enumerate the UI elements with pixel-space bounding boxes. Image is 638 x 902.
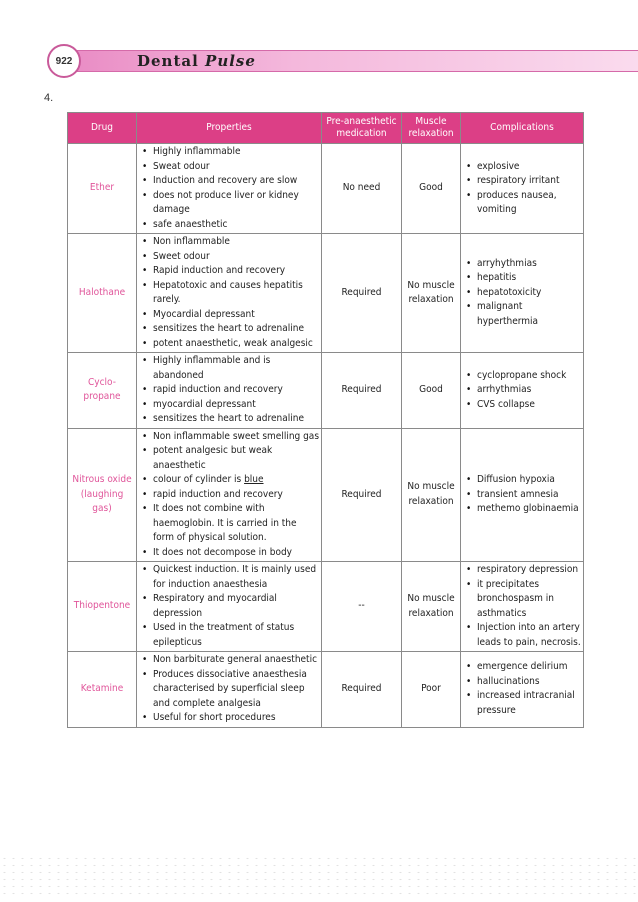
property-item: • Rapid induction and recovery (139, 264, 319, 279)
property-item: • Sweet odour (139, 250, 319, 265)
complication-item: • increased intracranial pressure (463, 689, 581, 718)
complication-item: • it precipitates bronchospasm in asthmatics (463, 578, 581, 622)
complication-item: • hallucinations (463, 675, 581, 690)
table-row (68, 353, 584, 429)
table-row (68, 234, 584, 353)
complication-item: • methemo globinaemia (463, 502, 581, 517)
property-item: • sensitizes the heart to adrenaline (139, 322, 319, 337)
premedication-cell: -- (322, 562, 402, 652)
property-item: • It does not combine with haemoglobin. It is carried in the form of physical solution. (139, 502, 319, 546)
property-item: • Useful for short procedures (139, 711, 319, 726)
property-item: • Hepatotoxic and causes hepatitis rarely. (139, 279, 319, 308)
drug-name: Ether (68, 144, 137, 234)
complication-item: • respiratory depression (463, 563, 581, 578)
drug-name: Cyclo-propane (68, 353, 137, 429)
premedication-cell: Required (322, 428, 402, 562)
complication-item: • emergence delirium (463, 660, 581, 675)
property-item: • Non inflammable (139, 235, 319, 250)
col-header-complications: Complications (461, 113, 584, 144)
property-item: • Induction and recovery are slow (139, 174, 319, 189)
complication-item: • malignant hyperthermia (463, 300, 581, 329)
complication-item: • hepatotoxicity (463, 286, 581, 301)
properties-cell (137, 428, 322, 562)
table-header-row (68, 113, 584, 144)
complication-item: • explosive (463, 160, 581, 175)
table-row (68, 428, 584, 562)
muscle-relaxation-cell: No muscle relaxation (402, 234, 461, 353)
col-header-properties: Properties (137, 113, 322, 144)
properties-cell (137, 652, 322, 728)
brand-title (137, 52, 256, 70)
property-item: • Produces dissociative anaesthesia characterised by superficial sleep and complete analgesia (139, 668, 319, 712)
drug-name: Thiopentone (68, 562, 137, 652)
property-item: • Highly inflammable and is abandoned (139, 354, 319, 383)
complications-cell (461, 353, 584, 429)
footer-decoration (0, 855, 638, 895)
drug-name: Ketamine (68, 652, 137, 728)
brand-word-dental: Dental (137, 52, 199, 70)
muscle-relaxation-cell: Good (402, 144, 461, 234)
complication-item: • Diffusion hypoxia (463, 473, 581, 488)
complication-item: • Injection into an artery leads to pain, necrosis. (463, 621, 581, 650)
complications-cell (461, 562, 584, 652)
table-row (68, 144, 584, 234)
cylinder-colour-value: blue (244, 474, 264, 485)
table-row (68, 562, 584, 652)
complication-item: • CVS collapse (463, 398, 581, 413)
property-item: • Quickest induction. It is mainly used for induction anaesthesia (139, 563, 319, 592)
properties-cell (137, 234, 322, 353)
complications-cell (461, 428, 584, 562)
property-item: • rapid induction and recovery (139, 383, 319, 398)
page-number: 922 (55, 55, 73, 67)
table-row (68, 652, 584, 728)
premedication-cell: Required (322, 652, 402, 728)
cylinder-colour-label: colour of cylinder is (153, 474, 245, 485)
page-number-badge (47, 44, 81, 78)
premedication-cell: Required (322, 234, 402, 353)
property-item: • Myocardial depressant (139, 308, 319, 323)
property-item: • It does not decompose in body (139, 546, 319, 561)
property-item: • safe anaesthetic (139, 218, 319, 233)
col-header-premedication: Pre-anaesthetic medication (322, 113, 402, 144)
property-item: • rapid induction and recovery (139, 488, 319, 503)
complications-cell (461, 652, 584, 728)
col-header-drug: Drug (68, 113, 137, 144)
complications-cell (461, 144, 584, 234)
premedication-cell: Required (322, 353, 402, 429)
complications-cell (461, 234, 584, 353)
property-item: • Respiratory and myocardial depression (139, 592, 319, 621)
muscle-relaxation-cell: No muscle relaxation (402, 562, 461, 652)
muscle-relaxation-cell: Poor (402, 652, 461, 728)
complication-item: • transient amnesia (463, 488, 581, 503)
muscle-relaxation-cell: Good (402, 353, 461, 429)
property-item: • Sweat odour (139, 160, 319, 175)
property-item: • Non inflammable sweet smelling gas (139, 430, 319, 445)
complication-item: • arryhythmias (463, 257, 581, 272)
property-item: • potent analgesic but weak anaesthetic (139, 444, 319, 473)
col-header-muscle-relaxation: Muscle relaxation (402, 113, 461, 144)
properties-cell (137, 562, 322, 652)
drug-name: Halothane (68, 234, 137, 353)
property-item: • potent anaesthetic, weak analgesic (139, 337, 319, 352)
drug-name: Nitrous oxide (laughing gas) (68, 428, 137, 562)
page-header (45, 44, 638, 76)
properties-cell (137, 144, 322, 234)
brand-word-pulse: Pulse (205, 52, 256, 70)
premedication-cell: No need (322, 144, 402, 234)
question-number: 4. (44, 92, 54, 104)
complication-item: • hepatitis (463, 271, 581, 286)
property-item: • myocardial depressant (139, 398, 319, 413)
muscle-relaxation-cell: No muscle relaxation (402, 428, 461, 562)
complication-item: • produces nausea, vomiting (463, 189, 581, 218)
complication-item: • arrhythmias (463, 383, 581, 398)
drug-comparison-table (67, 112, 584, 728)
property-item: • does not produce liver or kidney damage (139, 189, 319, 218)
property-item: • Used in the treatment of status epilepticus (139, 621, 319, 650)
properties-cell (137, 353, 322, 429)
property-item (139, 473, 319, 488)
property-item: • Highly inflammable (139, 145, 319, 160)
complication-item: • cyclopropane shock (463, 369, 581, 384)
complication-item: • respiratory irritant (463, 174, 581, 189)
property-item: • Non barbiturate general anaesthetic (139, 653, 319, 668)
property-item: • sensitizes the heart to adrenaline (139, 412, 319, 427)
